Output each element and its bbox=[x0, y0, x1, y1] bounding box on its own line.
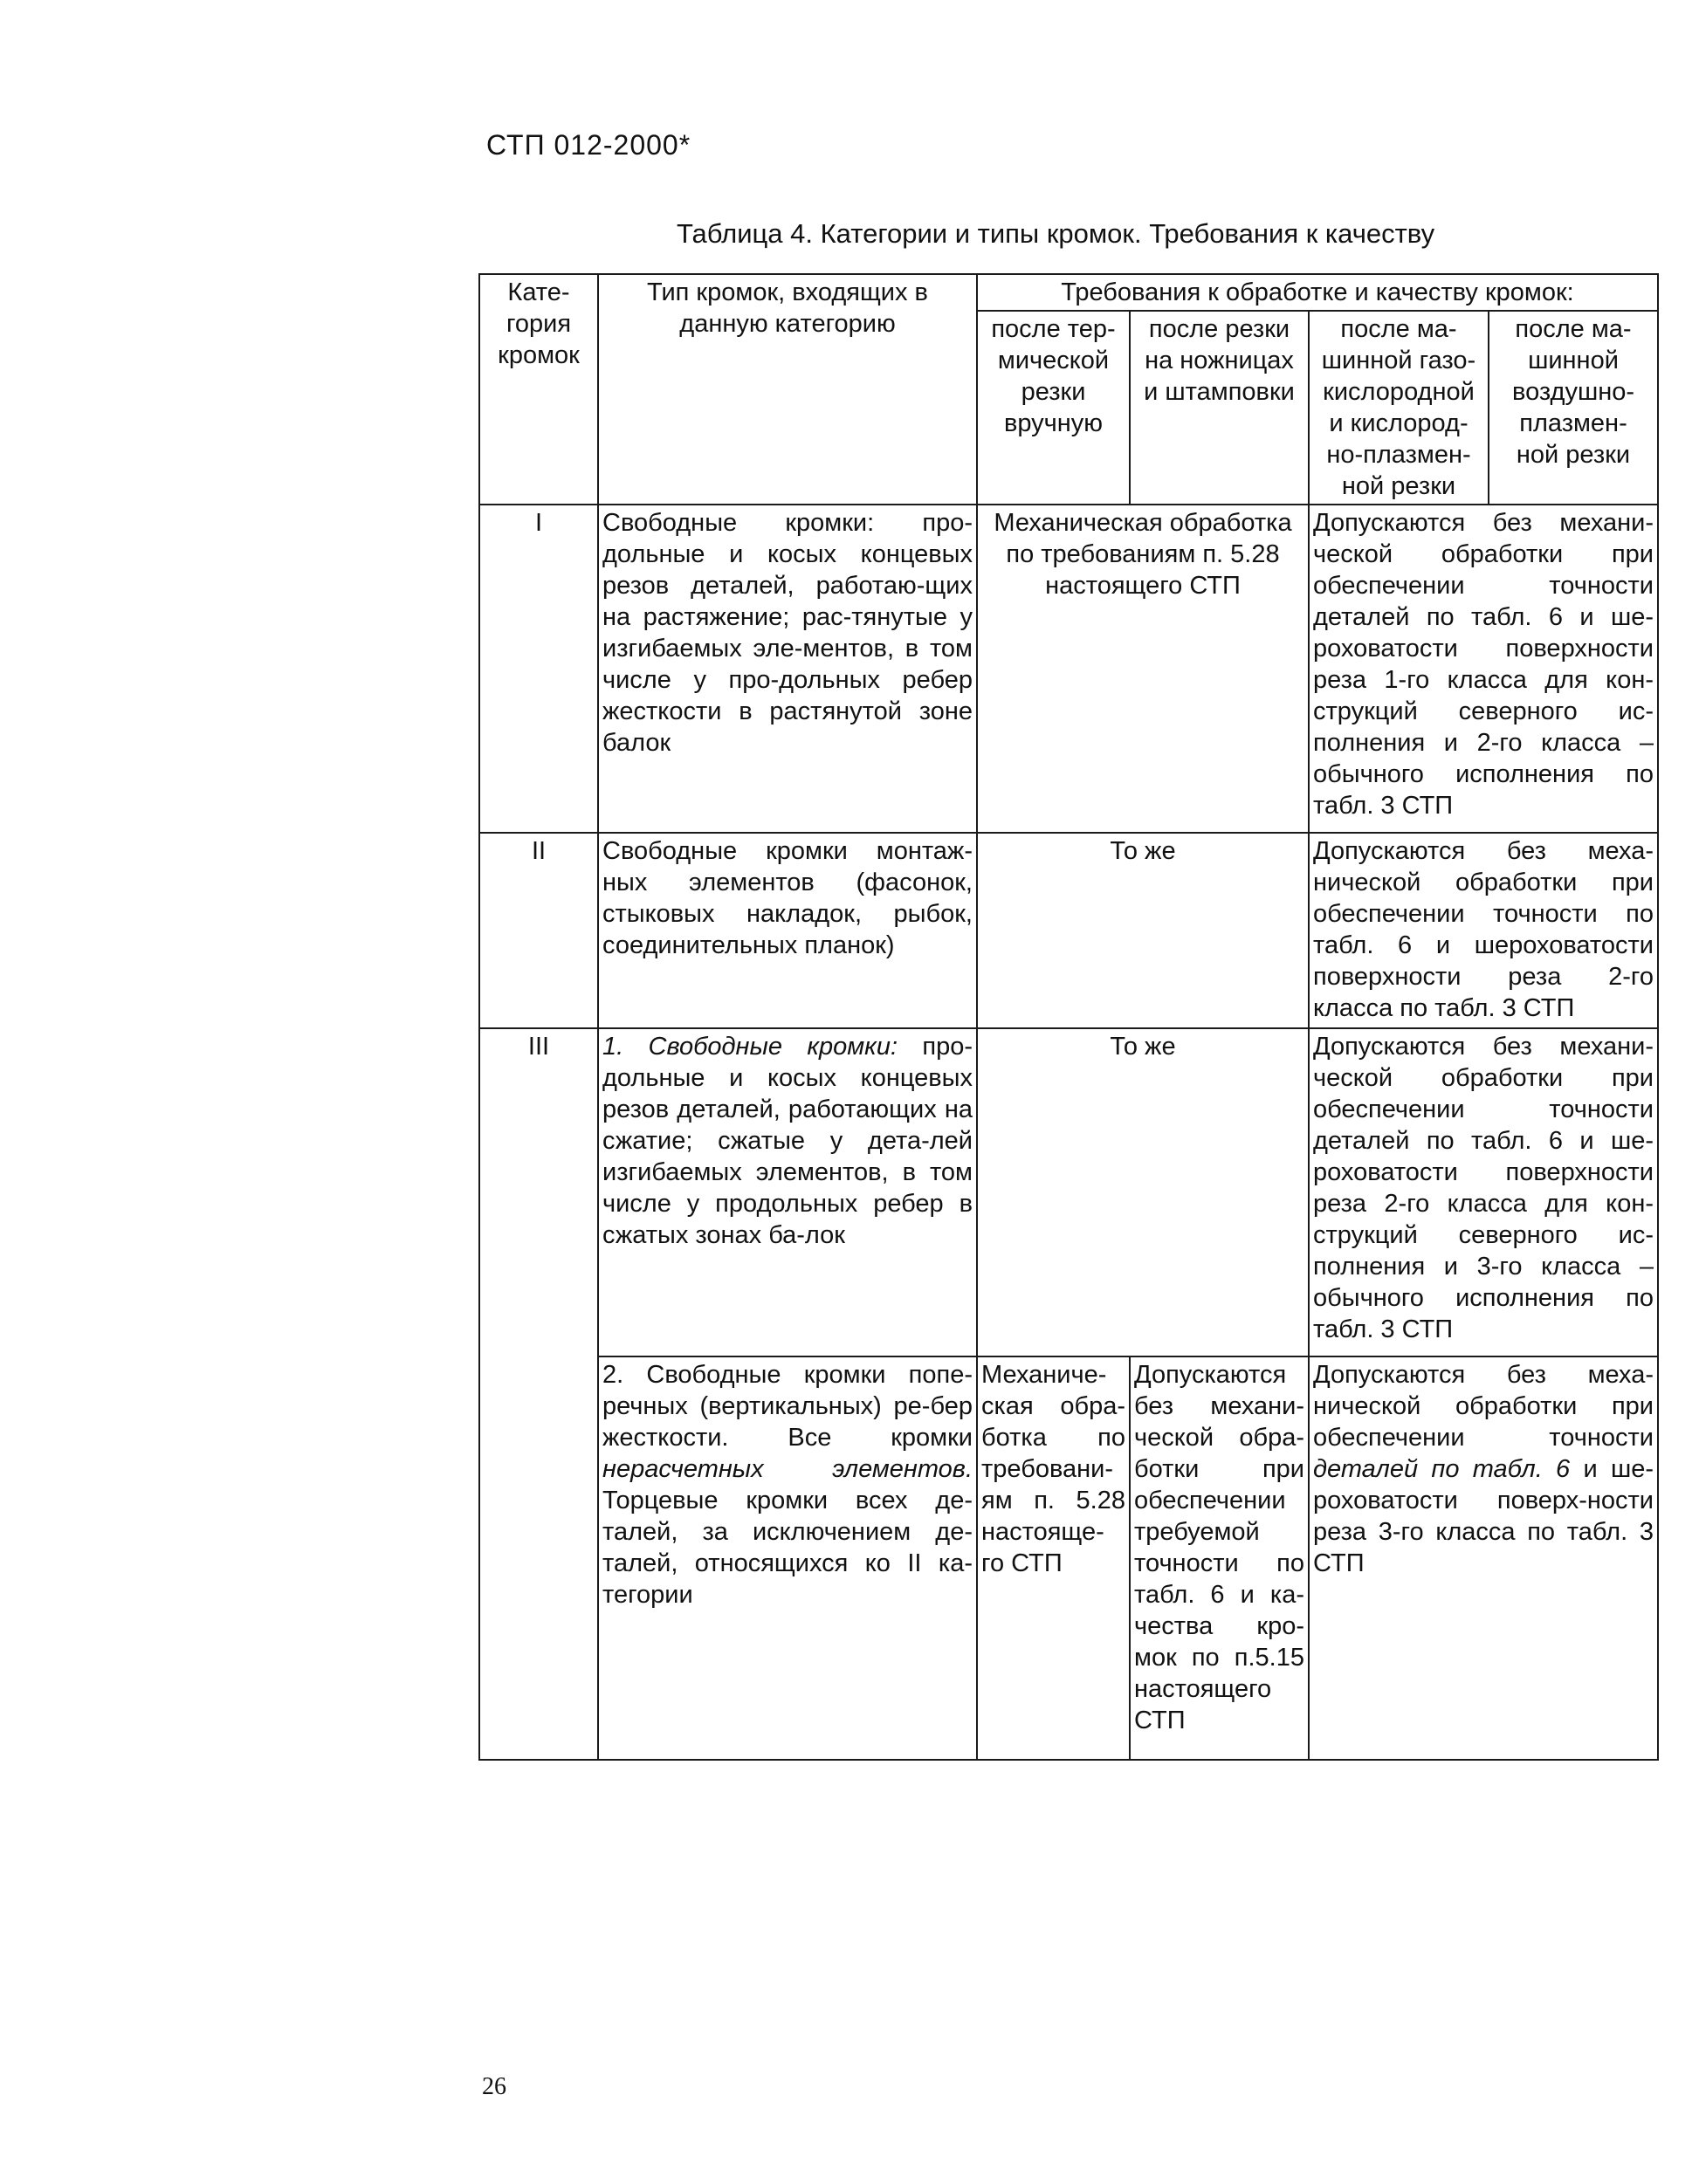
edge-type-cell: Свободные кромки: про-дольные и косых концевых резов деталей, работаю-щих на растяжение; рас-тянутые у изгибаемых эле-ментов, в том числе у про-дольных ребер жесткости в растянутой зоне балок bbox=[598, 505, 977, 833]
shear-requirement-cell: Допускаются без механи-ческой обра-ботки при обеспечении требуемой точности по табл. 6 и ка-чества кро-мок по п.5.15 настоящего СТП bbox=[1130, 1356, 1309, 1760]
header-manual-cutting: после тер- мической резки вручную bbox=[977, 311, 1130, 505]
edge-type-text-rest: Торцевые кромки всех де-талей, за исключением де-талей, относящихся ко II ка-тегории bbox=[602, 1487, 973, 1609]
machine-cutting-requirement-cell: Допускаются без меха-нической обработки при обеспечении точности по табл. 6 и шероховатости поверхности реза 2-го класса по табл. 3 СТП bbox=[1309, 833, 1658, 1028]
header-requirements: Требования к обработке и качеству кромок: bbox=[977, 274, 1658, 311]
header-shear-cutting: после резки на ножницах и штамповки bbox=[1130, 311, 1309, 505]
table-row bbox=[479, 1028, 1658, 1356]
machine-cutting-requirement-cell: Допускаются без механи-ческой обработки при обеспечении точности деталей по табл. 6 и ше-роховатости поверхности реза 2-го класса для кон-струкций северного ис-полнения и 3-го класса – обычного исполнения по табл. 3 СТП bbox=[1309, 1028, 1658, 1356]
header-edge-type: Тип кромок, входящих в данную категорию bbox=[598, 274, 977, 505]
category-cell: I bbox=[479, 505, 598, 833]
manual-shear-requirement-cell: Механическая обработка по требованиям п. 5.28 настоящего СТП bbox=[977, 505, 1309, 833]
document-code: СТП 012-2000* bbox=[486, 129, 691, 161]
table-row bbox=[479, 1356, 1658, 1760]
page-number: 26 bbox=[482, 2073, 506, 2100]
edge-type-cell bbox=[598, 1028, 977, 1356]
category-cell: III bbox=[479, 1028, 598, 1760]
manual-shear-requirement-cell: То же bbox=[977, 833, 1309, 1028]
table-header-row bbox=[479, 274, 1658, 311]
edge-requirements-table bbox=[478, 273, 1659, 1761]
manual-shear-requirement-cell: То же bbox=[977, 1028, 1309, 1356]
edge-type-lead: 1. Свободные кромки: bbox=[602, 1033, 898, 1061]
machine-text-rest: и ше-роховатости поверх-ности реза 3-го класса по табл. 3 СТП bbox=[1313, 1455, 1654, 1577]
category-cell: II bbox=[479, 833, 598, 1028]
machine-text-emphasis: деталей по табл. 6 bbox=[1313, 1455, 1571, 1483]
edge-type-cell: Свободные кромки монтаж-ных элементов (фасонок, стыковых накладок, рыбок, соединительных планок) bbox=[598, 833, 977, 1028]
table-row bbox=[479, 505, 1658, 833]
table-title: Таблица 4. Категории и типы кромок. Требования к качеству bbox=[677, 218, 1435, 249]
manual-requirement-cell: Механиче-ская обра-ботка по требовани-ям п. 5.28 настояще-го СТП bbox=[977, 1356, 1130, 1760]
edge-type-text: 2. Свободные кромки попе-речных (вертикальных) ре-бер жесткости. Все кромки bbox=[602, 1361, 973, 1452]
table-row bbox=[479, 833, 1658, 1028]
header-air-plasma-cutting: после ма- шинной воздушно- плазмен- ной резки bbox=[1489, 311, 1658, 505]
header-category: Кате- гория кромок bbox=[479, 274, 598, 505]
header-gas-plasma-cutting: после ма- шинной газо- кислородной и кислород- но-плазмен- ной резки bbox=[1309, 311, 1489, 505]
machine-text: Допускаются без меха-нической обработки при обеспечении точности bbox=[1313, 1361, 1654, 1452]
edge-type-emphasis: нерасчетных элементов. bbox=[602, 1455, 973, 1483]
edge-type-cell bbox=[598, 1356, 977, 1760]
machine-cutting-requirement-cell: Допускаются без механи-ческой обработки при обеспечении точности деталей по табл. 6 и ше-роховатости поверхности реза 1-го класса для кон-струкций северного ис-полнения и 2-го класса – обычного исполнения по табл. 3 СТП bbox=[1309, 505, 1658, 833]
edge-type-text: про-дольные и косых концевых резов деталей, работающих на сжатие; сжатые у дета-лей изгибаемых элементов, в том числе у продольных ребер в сжатых зонах ба-лок bbox=[602, 1033, 973, 1249]
machine-cutting-requirement-cell bbox=[1309, 1356, 1658, 1760]
